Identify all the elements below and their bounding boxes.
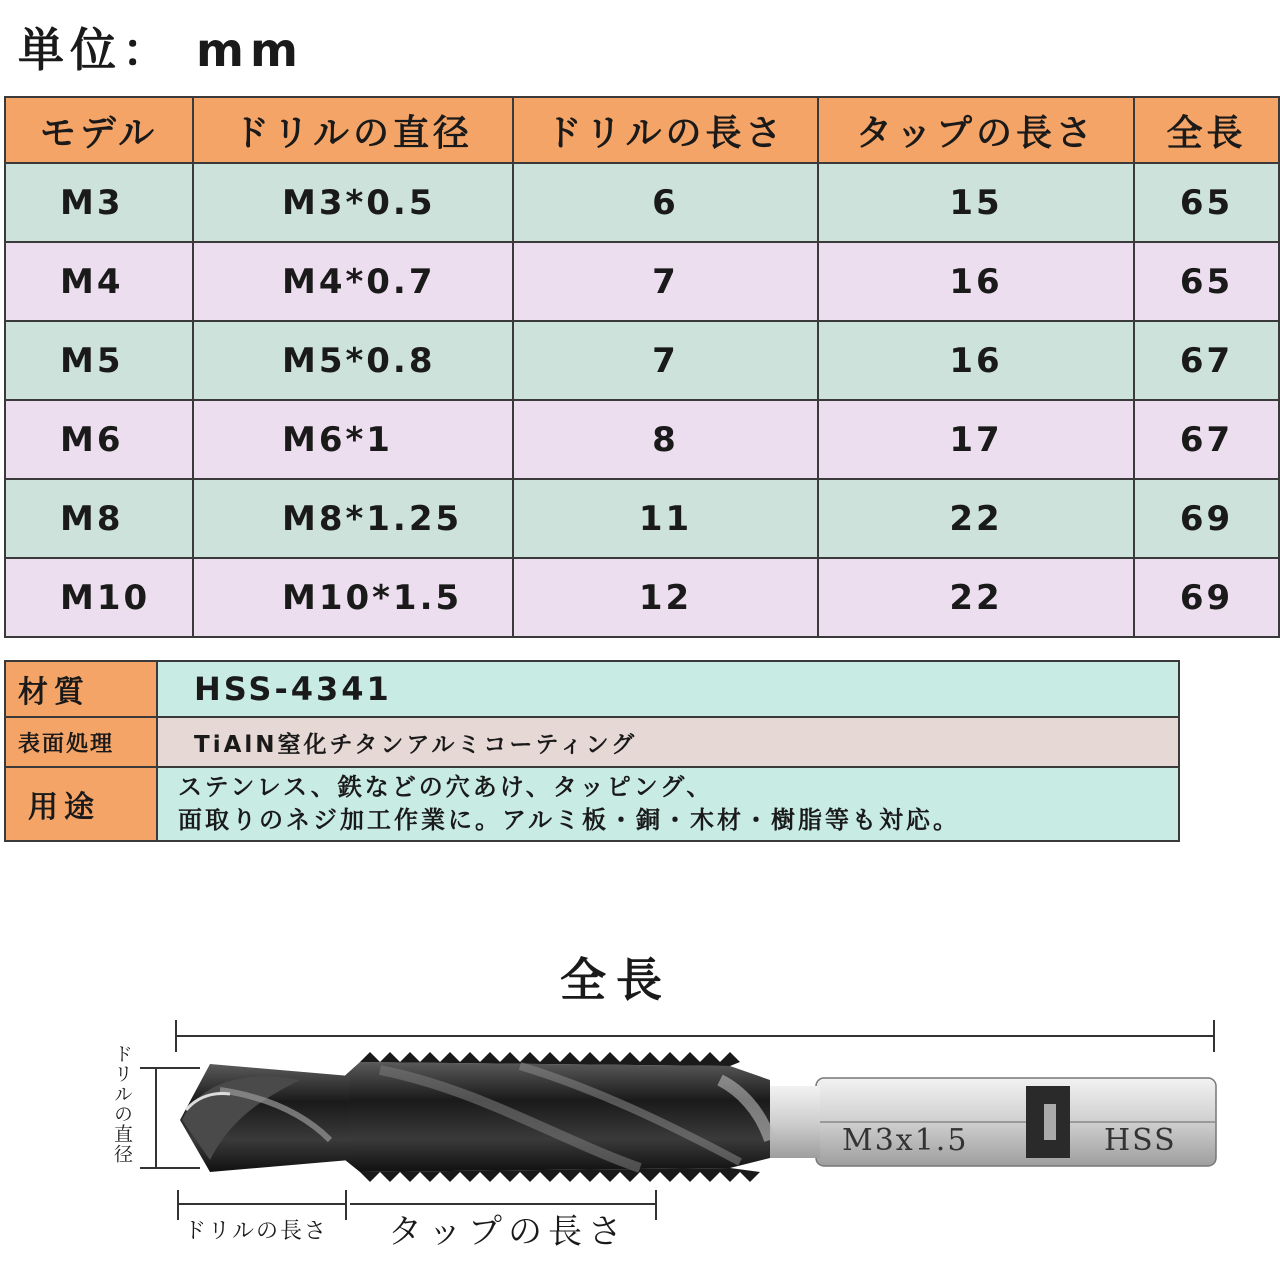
cell-total-length: 69 — [1134, 558, 1279, 637]
cell-model: M10 — [5, 558, 193, 637]
cell-drill-length: 11 — [513, 479, 818, 558]
header-model: モデル — [5, 97, 193, 163]
usage-line-1: ステンレス、鉄などの穴あけ、タッピング、 — [178, 773, 714, 801]
material-label: 材質 — [5, 661, 157, 717]
header-drill-length: ドリルの長さ — [513, 97, 818, 163]
cell-total-length: 65 — [1134, 242, 1279, 321]
material-value: HSS-4341 — [157, 661, 1179, 717]
cell-tap-length: 15 — [818, 163, 1134, 242]
cell-drill-length: 7 — [513, 242, 818, 321]
spec-header-row — [5, 97, 1279, 163]
cell-drill-diameter: M5*0.8 — [193, 321, 513, 400]
cell-drill-diameter: M10*1.5 — [193, 558, 513, 637]
table-row — [5, 558, 1279, 637]
cell-model: M4 — [5, 242, 193, 321]
cell-drill-diameter: M4*0.7 — [193, 242, 513, 321]
drill-diameter-label: ドリルの直径 — [111, 1044, 133, 1164]
usage-line-2: 面取りのネジ加工作業に。アルミ板・銅・木材・樹脂等も対応。 — [178, 806, 961, 834]
surface-value: TiAlN窒化チタンアルミコーティング — [157, 717, 1179, 767]
table-row — [5, 321, 1279, 400]
cell-drill-length: 8 — [513, 400, 818, 479]
header-drill-diameter: ドリルの直径 — [193, 97, 513, 163]
surface-row — [5, 717, 1179, 767]
spec-table — [4, 96, 1280, 638]
table-row — [5, 242, 1279, 321]
table-row — [5, 163, 1279, 242]
cell-drill-length: 7 — [513, 321, 818, 400]
cell-tap-length: 16 — [818, 242, 1134, 321]
total-length-label: 全長 — [560, 953, 672, 1007]
cell-model: M8 — [5, 479, 193, 558]
cell-drill-diameter: M3*0.5 — [193, 163, 513, 242]
usage-value — [157, 767, 1179, 841]
cell-drill-diameter: M8*1.25 — [193, 479, 513, 558]
cell-drill-length: 12 — [513, 558, 818, 637]
usage-row — [5, 767, 1179, 841]
cell-total-length: 67 — [1134, 400, 1279, 479]
drill-tip — [180, 1064, 350, 1172]
tap-length-label: タップの長さ — [388, 1212, 628, 1252]
cell-tap-length: 16 — [818, 321, 1134, 400]
material-table — [4, 660, 1180, 842]
shank-marking-2: HSS — [1104, 1123, 1177, 1158]
header-total-length: 全長 — [1134, 97, 1279, 163]
tap-body — [340, 1052, 770, 1182]
unit-label: 単位： mm — [18, 23, 304, 77]
header-tap-length: タップの長さ — [818, 97, 1134, 163]
cell-tap-length: 22 — [818, 479, 1134, 558]
material-row — [5, 661, 1179, 717]
cell-model: M6 — [5, 400, 193, 479]
cell-drill-length: 6 — [513, 163, 818, 242]
shank-marking-1: M3x1.5 — [842, 1123, 969, 1158]
cell-drill-diameter: M6*1 — [193, 400, 513, 479]
cell-total-length: 67 — [1134, 321, 1279, 400]
table-row — [5, 400, 1279, 479]
total-length-dimension — [176, 1020, 1214, 1052]
cell-tap-length: 22 — [818, 558, 1134, 637]
cell-model: M5 — [5, 321, 193, 400]
surface-label: 表面処理 — [5, 717, 157, 767]
cell-model: M3 — [5, 163, 193, 242]
cell-total-length: 65 — [1134, 163, 1279, 242]
usage-label: 用途 — [5, 767, 157, 841]
table-row — [5, 479, 1279, 558]
drill-length-label: ドリルの長さ — [184, 1219, 329, 1244]
cell-total-length: 69 — [1134, 479, 1279, 558]
cell-tap-length: 17 — [818, 400, 1134, 479]
